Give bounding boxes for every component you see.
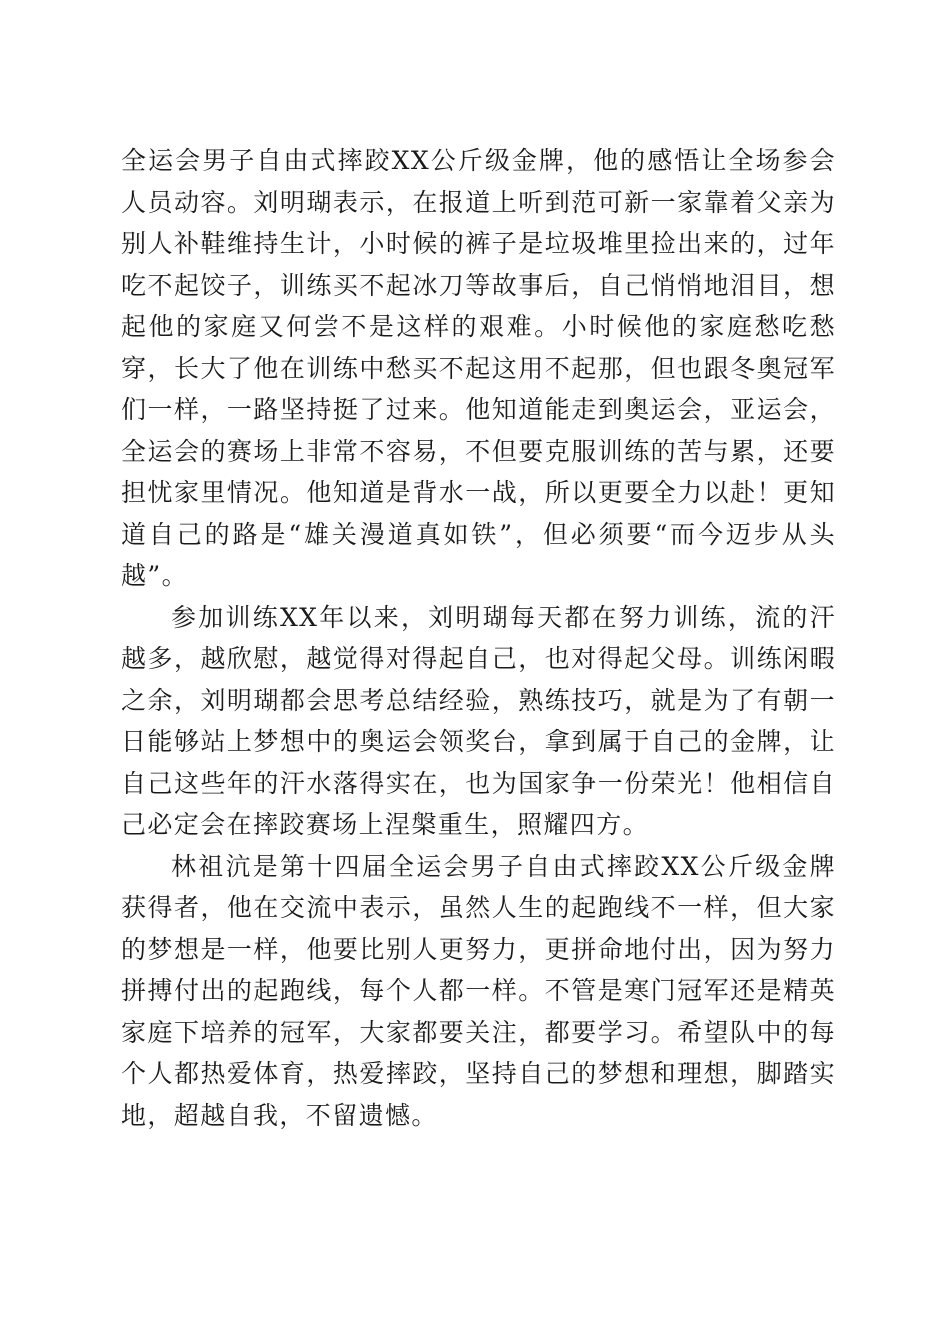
paragraph-2: 参加训练XX年以来，刘明瑚每天都在努力训练，流的汗越多，越欣慰，越觉得对得起自己，也对得起父母。训练闲暇之余，刘明瑚都会思考总结经验，熟练技巧，就是为了有朝一日能够站上梦想中的奥运会领奖台，拿到属于自己的金牌，让自己这些年的汗水落得实在，也为国家争一份荣光！他相信自己必定会在摔跤赛场上涅槃重生，照耀四方。 xyxy=(121,602,836,839)
document-body xyxy=(121,140,836,1136)
paragraph-1: 全运会男子自由式摔跤XX公斤级金牌，他的感悟让全场参会人员动容。刘明瑚表示，在报道上听到范可新一家靠着父亲为别人补鞋维持生计，小时候的裤子是垃圾堆里捡出来的，过年吃不起饺子，训练买不起冰刀等故事后，自己悄悄地泪目，想起他的家庭又何尝不是这样的艰难。小时候他的家庭愁吃愁穿，长大了他在训练中愁买不起这用不起那，但也跟冬奥冠军们一样，一路坚持挺了过来。他知道能走到奥运会，亚运会，全运会的赛场上非常不容易，不但要克服训练的苦与累，还要担忧家里情况。他知道是背水一战，所以更要全力以赴！更知道自己的路是“雄关漫道真如铁”，但必须要“而今迈步从头越”。 xyxy=(121,146,836,590)
paragraph-3: 林祖沆是第十四届全运会男子自由式摔跤XX公斤级金牌获得者，他在交流中表示，虽然人生的起跑线不一样，但大家的梦想是一样，他要比别人更努力，更拼命地付出，因为努力拼搏付出的起跑线，每个人都一样。不管是寒门冠军还是精英家庭下培养的冠军，大家都要关注，都要学习。希望队中的每个人都热爱体育，热爱摔跤，坚持自己的梦想和理想，脚踏实地，超越自我，不留遗憾。 xyxy=(121,851,836,1130)
